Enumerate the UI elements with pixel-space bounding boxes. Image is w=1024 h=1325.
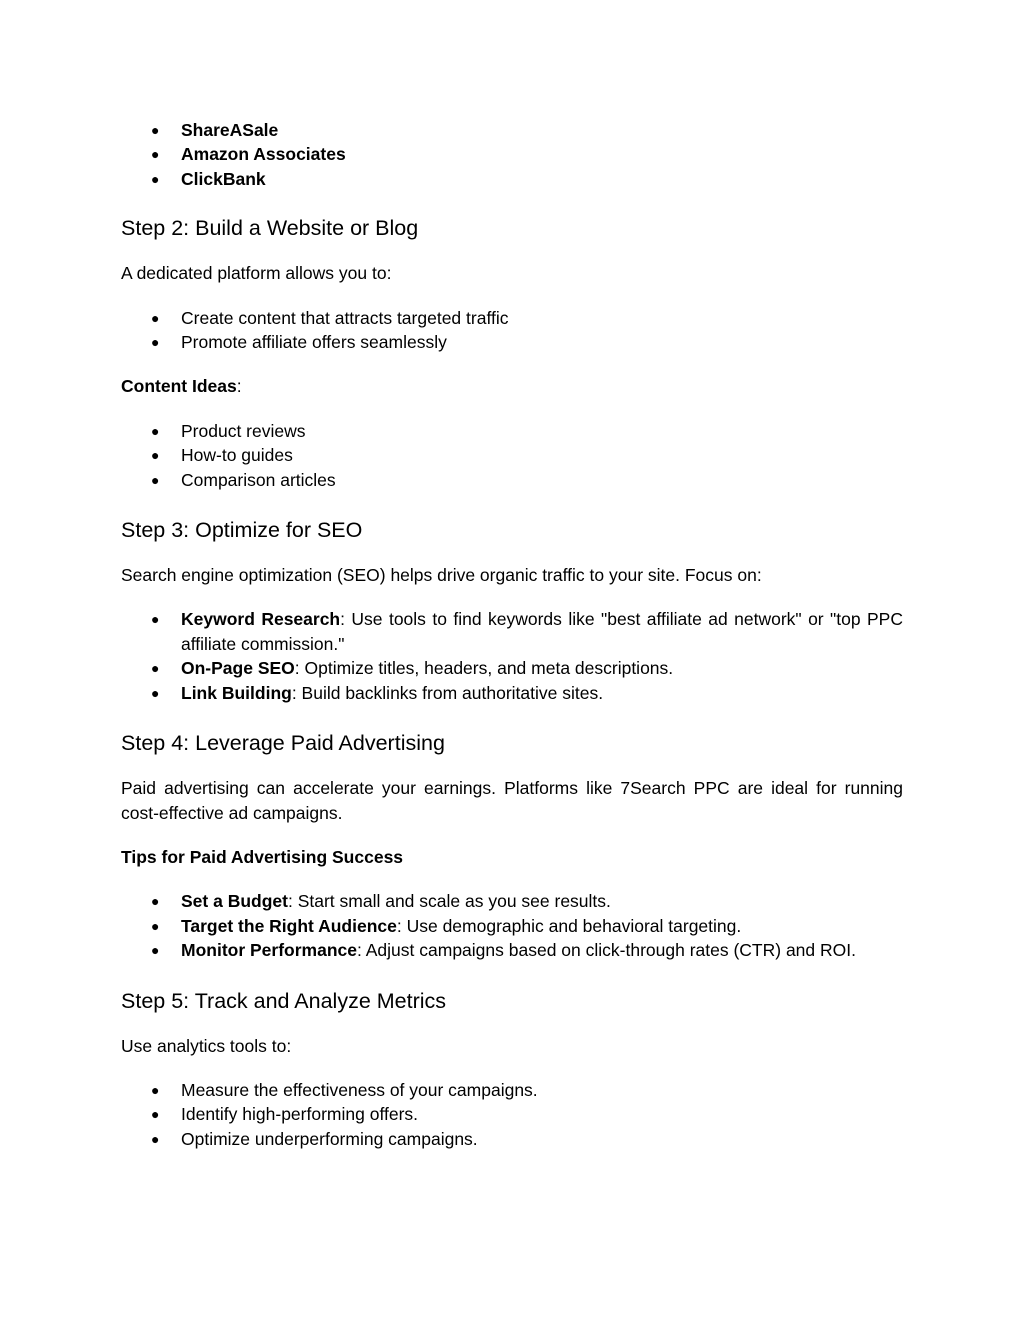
step3-heading: Step 3: Optimize for SEO	[121, 518, 363, 543]
list-item	[121, 681, 903, 705]
tips-heading	[121, 845, 903, 869]
bullet-icon: ●	[151, 422, 160, 439]
list-item	[121, 468, 903, 492]
list-item-term: Monitor Performance	[181, 940, 357, 961]
list-item	[121, 914, 903, 938]
affiliate-network-list	[121, 118, 903, 191]
list-item-text: ClickBank	[181, 168, 266, 189]
list-item-text: Product reviews	[181, 420, 306, 441]
bullet-icon: ●	[151, 660, 160, 677]
list-item	[121, 419, 903, 443]
list-item-term: Link Building	[181, 682, 292, 703]
step4-heading: Step 4: Leverage Paid Advertising	[121, 731, 445, 756]
tips-heading-text: Tips for Paid Advertising Success	[121, 846, 404, 867]
content-ideas-list	[121, 419, 903, 492]
list-item-text: Identify high-performing offers.	[181, 1104, 419, 1125]
list-item	[121, 142, 903, 166]
bullet-icon: ●	[151, 334, 160, 351]
list-item	[121, 938, 903, 962]
list-item	[121, 306, 903, 330]
list-item	[121, 443, 903, 467]
list-item-term: Target the Right Audience	[181, 915, 397, 936]
step4-list	[121, 889, 903, 962]
list-item-text: : Adjust campaigns based on click-through rates (CTR) and ROI.	[357, 940, 856, 961]
list-item-text: How-to guides	[181, 445, 293, 466]
list-item-text: : Start small and scale as you see results.	[287, 891, 611, 912]
list-item-text: Promote affiliate offers seamlessly	[181, 332, 447, 353]
step5-list	[121, 1078, 903, 1151]
list-item-term: Set a Budget	[181, 891, 288, 912]
content-ideas-term: Content Ideas	[121, 376, 237, 397]
document-page	[121, 118, 903, 1151]
list-item	[121, 118, 903, 142]
list-item	[121, 1102, 903, 1126]
step2-heading: Step 2: Build a Website or Blog	[121, 216, 419, 241]
bullet-icon: ●	[151, 170, 160, 187]
list-item-text: Comparison articles	[181, 469, 336, 490]
list-item-term: On-Page SEO	[181, 658, 295, 679]
step3-list	[121, 607, 903, 705]
bullet-icon: ●	[151, 893, 160, 910]
step3-intro: Search engine optimization (SEO) helps drive organic traffic to your site. Focus on:	[121, 565, 762, 586]
list-item-text: : Optimize titles, headers, and meta descriptions.	[294, 658, 674, 679]
list-item-text: : Use demographic and behavioral targeting.	[396, 915, 742, 936]
list-item	[121, 330, 903, 354]
list-item-text: : Use tools to find keywords like "best affiliate ad network" or "top PPC affiliate commission."	[181, 609, 903, 654]
bullet-icon: ●	[151, 447, 160, 464]
list-item-text: : Build backlinks from authoritative sites.	[291, 682, 604, 703]
bullet-icon: ●	[151, 1106, 160, 1123]
list-item	[121, 607, 903, 656]
list-item-text: Amazon Associates	[181, 144, 346, 165]
bullet-icon: ●	[151, 1081, 160, 1098]
list-item	[121, 656, 903, 680]
list-item-text: Create content that attracts targeted traffic	[181, 307, 509, 328]
bullet-icon: ●	[151, 309, 160, 326]
list-item-text: ShareASale	[181, 120, 279, 140]
bullet-icon: ●	[151, 1130, 160, 1147]
bullet-icon: ●	[151, 684, 160, 701]
step2-list	[121, 306, 903, 355]
content-ideas-label	[121, 374, 903, 398]
list-item	[121, 1078, 903, 1102]
list-item-text: Measure the effectiveness of your campaigns.	[181, 1079, 538, 1100]
list-item	[121, 1127, 903, 1151]
bullet-icon: ●	[151, 611, 160, 628]
bullet-icon: ●	[151, 917, 160, 934]
bullet-icon: ●	[151, 942, 160, 959]
bullet-icon: ●	[151, 471, 160, 488]
list-item-term: Keyword Research	[181, 609, 341, 630]
step2-intro: A dedicated platform allows you to:	[121, 263, 392, 284]
list-item	[121, 167, 903, 191]
step4-intro: Paid advertising can accelerate your earnings. Platforms like 7Search PPC are ideal for running cost-effective ad campaigns.	[121, 778, 903, 823]
step5-intro: Use analytics tools to:	[121, 1035, 292, 1056]
content-ideas-colon: :	[236, 376, 242, 397]
list-item-text: Optimize underperforming campaigns.	[181, 1128, 478, 1149]
bullet-icon: ●	[151, 146, 160, 163]
bullet-icon: ●	[151, 122, 160, 138]
step5-heading: Step 5: Track and Analyze Metrics	[121, 988, 447, 1013]
list-item	[121, 889, 903, 913]
